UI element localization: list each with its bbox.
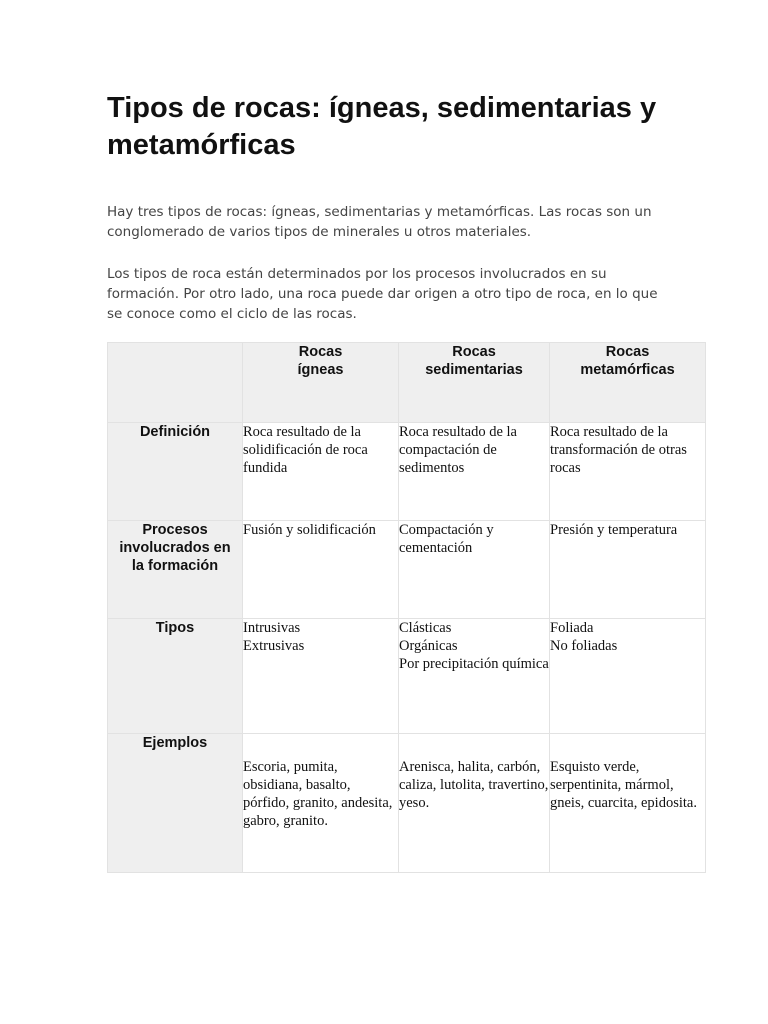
row-header-ejemplos: Ejemplos — [108, 734, 243, 873]
table-cell: Esquisto verde, serpentinita, mármol, gneis, cuarcita, epidosita. — [550, 734, 706, 873]
row-header-tipos: Tipos — [108, 619, 243, 734]
table-cell: Fusión y solidificación — [243, 521, 399, 619]
column-header-igneas: Rocas ígneas — [243, 343, 399, 423]
table-cell: Intrusivas Extrusivas — [243, 619, 399, 734]
document-body — [107, 90, 707, 324]
table-corner-cell — [108, 343, 243, 423]
table-cell: Roca resultado de la solidificación de roca fundida — [243, 423, 399, 521]
table-cell: Roca resultado de la transformación de otras rocas — [550, 423, 706, 521]
column-header-sedimentarias: Rocas sedimentarias — [399, 343, 550, 423]
table-cell: Roca resultado de la compactación de sedimentos — [399, 423, 550, 521]
intro-paragraph: Hay tres tipos de rocas: ígneas, sedimentarias y metamórficas. Las rocas son un conglomerado de varios tipos de minerales u otros materiales. — [107, 204, 652, 240]
column-header-metamorficas: Rocas metamórficas — [550, 343, 706, 423]
table-cell: Escoria, pumita, obsidiana, basalto, pórfido, granito, andesita, gabro, granito. — [243, 734, 399, 873]
table-header-row — [108, 343, 706, 423]
table-cell: Arenisca, halita, carbón, caliza, lutolita, travertino, yeso. — [399, 734, 550, 873]
table-cell: Presión y temperatura — [550, 521, 706, 619]
second-paragraph: Los tipos de roca están determinados por los procesos involucrados en su formación. Por otro lado, una roca puede dar origen a otro tipo de roca, en lo que se conoce como el ciclo de las rocas. — [107, 266, 658, 322]
table-cell: Clásticas Orgánicas Por precipitación química — [399, 619, 550, 734]
page-title: Tipos de rocas: ígneas, sedimentarias y metamórficas — [107, 92, 657, 161]
table-row-procesos — [108, 521, 706, 619]
rock-types-table — [107, 342, 706, 873]
table-row-tipos — [108, 619, 706, 734]
table-row-ejemplos — [108, 734, 706, 873]
table-row-definicion — [108, 423, 706, 521]
row-header-procesos: Procesos involucrados en la formación — [108, 521, 243, 619]
table-cell: Foliada No foliadas — [550, 619, 706, 734]
table-cell: Compactación y cementación — [399, 521, 550, 619]
row-header-definicion: Definición — [108, 423, 243, 521]
